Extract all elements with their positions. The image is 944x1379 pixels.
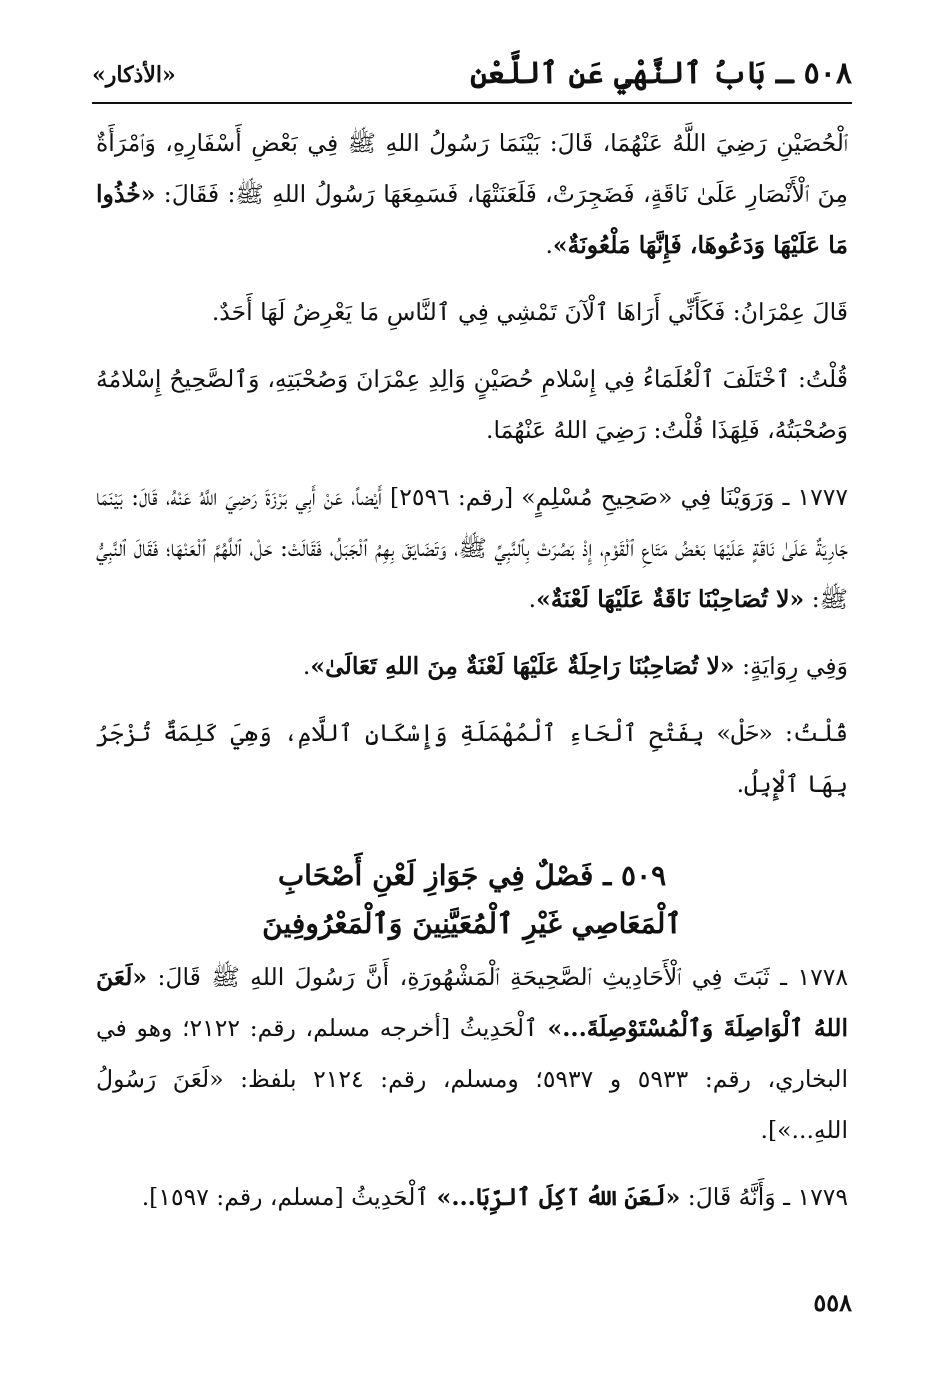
paragraph-hadith-1779: [96, 1172, 848, 1223]
paragraph-tail: ٱلْحَدِيثُ [أخرجه مسلم، رقم: ٢١٢٢؛ وهو في البخاري، رقم: ٥٩٣٣ و ٥٩٣٧؛ ومسلم، رقم: ٢١٢٤ بلفظ: «لَعَنَ رَسُولُ اللهِ...»].: [96, 1014, 848, 1144]
paragraph-text: ١٧٧٧ ـ وَرَوَيْنَا فِي «صَحِيحِ مُسْلِمٍ» [رقم: ٢٥٩٦] أَيْضاً، عَنْ أَبِي بَرْزَةَ رَضِيَ اللَّهُ عَنْهُ، قَالَ: بَيْنَمَا جَارِيَةٌ عَلَىٰ نَاقَةٍ عَلَيْهَا بَعْضُ مَتَاعِ ٱلْقَوْمِ، إِذْ بَصُرَتْ بِٱلنَّبِيِّ ﷺ، وَتَضَايَقَ بِهِمُ ٱلْجَبَلُ، فَقَالَتْ: حَلْ، ٱللَّهُمَّ ٱلْعَنْهَا؛ فَقَالَ ٱلنَّبِيُّ ﷺ:: [96, 483, 848, 613]
paragraph-note-hal: [96, 708, 848, 810]
paragraph-hadith-1777: [96, 472, 848, 625]
section-title: [96, 852, 848, 948]
section-title-line-1: ٥٠٩ ـ فَصْلٌ فِي جَوَازِ لَعْنِ أَصْحَابِ: [277, 859, 667, 892]
book-title: «الأذكار»: [92, 62, 176, 88]
paragraph-riwaya: [96, 641, 848, 692]
paragraph-text: قُلْتُ: ٱخْتَلَفَ ٱلْعُلَمَاءُ فِي إِسْلامِ حُصَيْنٍ وَالِدِ عِمْرَانَ وَصُحْبَتِهِ، وَٱلصَّحِيحُ إِسْلامُهُ وَصُحْبَتُهُ، فَلِهَذَا قُلْتُ: رَضِيَ اللهُ عَنْهُمَا.: [96, 365, 848, 444]
paragraph-text: وَفِي رِوَايَةٍ:: [734, 652, 848, 680]
hadith-quote: «لا تُصَاحِبْنَا نَاقَةٌ عَلَيْهَا لَعْنَةٌ»: [536, 585, 805, 613]
chapter-title: ٥٠٨ ـ بَابُ ٱلنَّهْيِ عَنِ ٱللَّعْنِ: [470, 56, 852, 91]
hadith-quote: «لا تُصَاحِبُنَا رَاحِلَةٌ عَلَيْهَا لَعْنَةٌ مِنَ اللهِ تَعَالَىٰ»: [310, 652, 735, 680]
paragraph-note-husayn: [96, 354, 848, 456]
hadith-quote: «خُذُوا مَا عَلَيْهَا وَدَعُوهَا، فَإِنَّهَا مَلْعُونَةٌ»: [96, 180, 848, 259]
paragraph-hadith-1778: [96, 952, 848, 1156]
paragraph-tail: ٱلْحَدِيثُ [مسلم، رقم: ١٥٩٧].: [141, 1183, 437, 1211]
page-header: [92, 52, 852, 104]
page-number: ٥٥٨: [813, 1288, 852, 1317]
hadith-quote: «لَعَنَ اللهُ ٱلْوَاصِلَةَ وَٱلْمُسْتَوْصِلَةَ...»: [96, 963, 848, 1042]
paragraph-text: قَالَ عِمْرَانُ: فَكَأَنِّي أَرَاهَا ٱلْآنَ تَمْشِي فِي ٱلنَّاسِ مَا يَعْرِضُ لَهَا أَحَدٌ.: [211, 298, 848, 326]
paragraph-tail: .: [545, 231, 553, 259]
paragraph-text: ٱلْحُصَيْنِ رَضِيَ اللَّهُ عَنْهُمَا، قَالَ: بَيْنَمَا رَسُولُ اللهِ ﷺ فِي بَعْضِ أَسْفَارِهِ، وَٱمْرَأَةٌ مِنَ ٱلْأَنْصَارِ عَلَىٰ نَاقَةٍ، فَضَجِرَتْ، فَلَعَنَتْهَا، فَسَمِعَهَا رَسُولُ اللهِ ﷺ: فَقَالَ:: [96, 129, 848, 208]
paragraph-text: قُلْتُ: «حَلْ» بِفَتْحِ ٱلْحَاءِ ٱلْمُهْمَلَةِ وَإِسْكَانِ ٱللَّامِ، وَهِيَ كَلِمَةٌ تُزْجَرُ بِهَا ٱلْإِبِلُ.: [96, 719, 848, 798]
page-content: [96, 118, 848, 1239]
section-title-line-2: ٱلْمَعَاصِي غَيْرِ ٱلْمُعَيَّنِينَ وَٱلْمَعْرُوفِينَ: [262, 907, 682, 940]
paragraph-hadith-continuation: [96, 118, 848, 271]
paragraph-tail: .: [302, 652, 311, 680]
hadith-quote: «لَعَنَ اللهُ آكِلَ ٱلرِّبَا...»: [436, 1183, 681, 1211]
paragraph-text: ١٧٧٩ ـ وَأَنَّهُ قَالَ:: [680, 1183, 848, 1211]
paragraph-imran: [96, 287, 848, 338]
paragraph-tail: .: [528, 585, 537, 613]
paragraph-text: ١٧٧٨ ـ ثَبَتَ فِي ٱلْأَحَادِيثِ ٱلصَّحِيحَةِ ٱلْمَشْهُورَةِ، أَنَّ رَسُولَ اللهِ ﷺ قَالَ:: [147, 963, 848, 991]
